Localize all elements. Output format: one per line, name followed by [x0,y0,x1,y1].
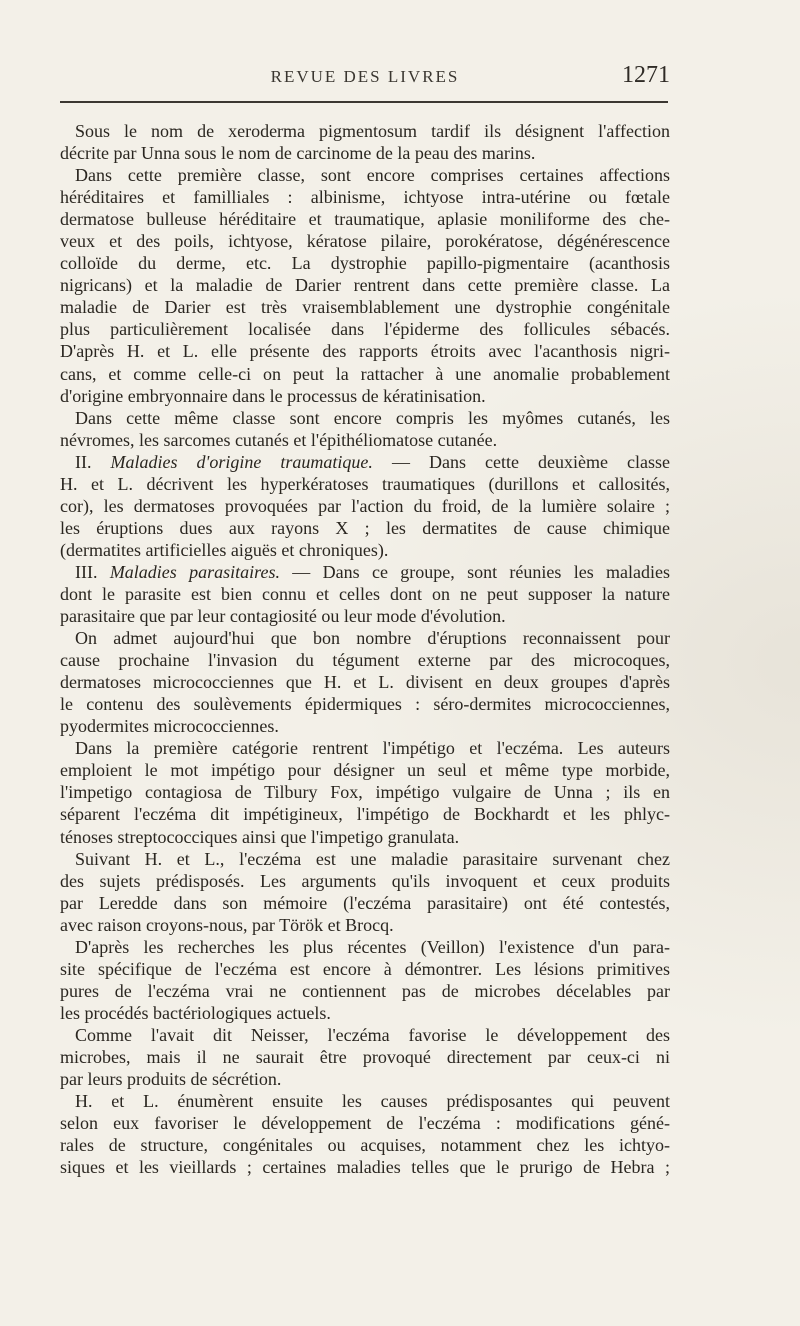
text-line: pyodermites micrococciennes. [60,716,279,737]
text-line: pures de l'eczéma vrai ne contiennent pas de microbes décelables par [60,980,670,1001]
section-number: III. [75,561,110,582]
text-line: Dans cette première classe, sont encore comprises certaines affections [75,165,670,186]
header-rule [60,101,668,103]
text-line: plus particulièrement localisée dans l'épiderme des follicules sébacés. [60,319,670,340]
text-line: cause prochaine l'invasion du tégument externe par des microcoques, [60,650,670,671]
text-line: On admet aujourd'hui que bon nombre d'éruptions reconnaissent pour [75,628,670,649]
text-line: cans, et comme celle-ci on peut la rattacher à une anomalie probablement [60,363,670,384]
text-line: colloïde du derme, etc. La dystrophie papillo-pigmentaire (acanthosis [60,253,670,274]
text-line: microbes, mais il ne saurait être provoqué directement par ceux-ci ni [60,1046,670,1067]
text-line: H. et L. décrivent les hyperkératoses traumatiques (durillons et callosités, [60,473,670,494]
text-line: Dans cette même classe sont encore compris les myômes cutanés, les [75,407,670,428]
text-line: site spécifique de l'eczéma est encore à démontrer. Les lésions primitives [60,958,670,979]
text-line: avec raison croyons-nous, par Török et Brocq. [60,914,394,935]
text-line: Comme l'avait dit Neisser, l'eczéma favorise le développement des [75,1024,670,1045]
text-line: l'impetigo contagiosa de Tilbury Fox, impétigo vulgaire de Unna ; ils en [60,782,670,803]
text-line: séparent l'eczéma dit impétigineux, l'impétigo de Bockhardt et les phlyc- [60,804,670,825]
text-line: les procédés bactériologiques actuels. [60,1002,331,1023]
text-line: selon eux favoriser le développement de l'eczéma : modifications géné- [60,1113,670,1134]
text-line: décrite par Unna sous le nom de carcinome de la peau des marins. [60,143,536,164]
text-line: nigricans) et la maladie de Darier rentrent dans cette première classe. La [60,275,670,296]
line-text: — Dans cette deuxième classe [372,451,670,472]
text-line: Suivant H. et L., l'eczéma est une maladie parasitaire survenant chez [75,848,670,869]
text-line: Sous le nom de xeroderma pigmentosum tardif ils désignent l'affection [75,121,670,141]
text-line: siques et les vieillards ; certaines maladies telles que le prurigo de Hebra ; [60,1157,670,1178]
body-text [60,120,670,1178]
text-line: H. et L. énumèrent ensuite les causes prédisposantes qui peuvent [75,1091,670,1112]
text-line: héréditaires et familliales : albinisme, ichtyose intra-utérine ou fœtale [60,187,670,208]
text-line: rales de structure, congénitales ou acquises, notamment chez les ichtyo- [60,1135,670,1156]
section-heading-italic: Maladies d'origine traumatique. [110,451,373,472]
page-number: 1271 [622,62,670,88]
section-heading-italic: Maladies parasitaires. [109,561,280,582]
text-line: le contenu des soulèvements épidermiques : séro-dermites micrococciennes, [60,694,670,715]
text-line: dont le parasite est bien connu et celles dont on ne peut supposer la nature [60,583,670,604]
text-line: les éruptions dues aux rayons X ; les dermatites de cause chimique [60,517,670,538]
running-header [60,62,670,92]
text-line: cor), les dermatoses provoquées par l'action du froid, de la lumière solaire ; [60,495,670,516]
text-line: (dermatites artificielles aiguës et chroniques). [60,539,389,560]
text-line [60,561,670,583]
text-line: Dans la première catégorie rentrent l'impétigo et l'eczéma. Les auteurs [75,738,670,759]
line-text: — Dans ce groupe, sont réunies les maladies [279,561,670,582]
section-number: II. [75,451,111,472]
text-line: par leurs produits de sécrétion. [60,1069,282,1090]
text-line: veux et des poils, ichtyose, kératose pilaire, porokératose, dégénérescence [60,231,670,252]
text-line: ténoses streptococciques ainsi que l'impetigo granulata. [60,826,460,847]
text-line: dermatoses micrococciennes que H. et L. divisent en deux groupes d'après [60,672,670,693]
text-line [60,451,670,473]
text-line: d'origine embryonnaire dans le processus de kératinisation. [60,385,486,406]
text-line: névromes, les sarcomes cutanés et l'épithéliomatose cutanée. [60,429,498,450]
running-title: REVUE DES LIVRES [270,67,460,86]
text-line: D'après les recherches les plus récentes (Veillon) l'existence d'un para- [75,936,670,957]
text-line: dermatose bulleuse héréditaire et traumatique, aplasie moniliforme des che- [60,209,670,230]
text-line: emploient le mot impétigo pour désigner un seul et même type morbide, [60,760,670,781]
text-line: par Leredde dans son mémoire (l'eczéma parasitaire) ont été contestés, [60,892,670,913]
text-line: D'après H. et L. elle présente des rapports étroits avec l'acanthosis nigri- [60,341,670,362]
text-line: parasitaire que par leur contagiosité ou leur mode d'évolution. [60,606,506,627]
text-line: maladie de Darier est très vraisemblablement une dystrophie congénitale [60,297,670,318]
text-line: des sujets prédisposés. Les arguments qu'ils invoquent et ceux produits [60,870,670,891]
